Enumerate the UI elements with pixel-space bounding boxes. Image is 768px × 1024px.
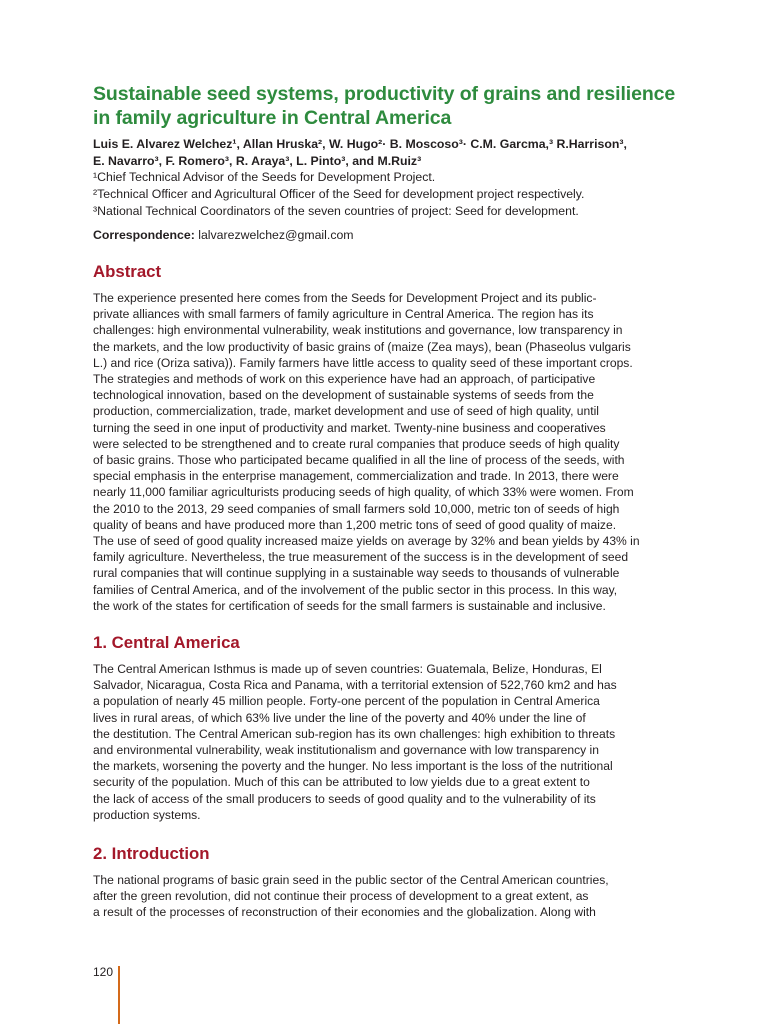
section-1-heading: 1. Central America — [93, 633, 240, 652]
abstract-line: The strategies and methods of work on this experience have had an approach, of participative — [93, 372, 596, 387]
section-1-line: the markets, worsening the poverty and the hunger. No less important is the loss of the nutritional — [93, 759, 613, 774]
abstract-line: The experience presented here comes from the Seeds for Development Project and its public- — [93, 291, 597, 305]
abstract-line: nearly 11,000 familiar agriculturists producing seeds of high quality, of which 33% were women. From — [93, 485, 634, 500]
page-number: 120 — [93, 965, 114, 979]
affiliations — [93, 169, 678, 220]
section-2-heading: 2. Introduction — [93, 844, 210, 863]
section-1-line: lives in rural areas, of which 63% live under the line of the poverty and 40% under the line of — [93, 710, 586, 725]
section-1-line: The Central American Isthmus is made up of seven countries: Guatemala, Belize, Honduras, El — [93, 662, 602, 676]
abstract-line: were selected to be strengthened and to create rural companies that produce seeds of high quality — [93, 436, 620, 451]
paper-title: Sustainable seed systems, productivity of grains and resilience in family agriculture in Central America — [93, 83, 676, 129]
author-list — [93, 136, 678, 169]
affiliation-3: ³National Technical Coordinators of the seven countries of project: Seed for development. — [93, 204, 579, 218]
abstract-line: The use of seed of good quality increased maize yields on average by 32% and bean yields by 43% in — [93, 534, 640, 549]
abstract-line: technological innovation, based on the development of sustainable systems of seeds from the — [93, 388, 594, 403]
abstract-line: turning the seed in one input of productivity and market. Twenty-nine business and cooperatives — [93, 420, 606, 435]
paper-header — [93, 82, 678, 244]
affiliation-1: ¹Chief Technical Advisor of the Seeds for Development Project. — [93, 170, 436, 184]
section-1-line: a population of nearly 45 million people. Forty-one percent of the population in Central America — [93, 694, 600, 709]
abstract-section — [93, 262, 678, 614]
abstract-line: the markets, and the low productivity of basic grains of (maize (Zea mays), bean (Phaseolus vulgaris — [93, 339, 631, 354]
section-1-body — [93, 661, 678, 823]
abstract-line: family agriculture. Nevertheless, the true measurement of the success is in the development of seed — [93, 550, 629, 565]
affiliation-2: ²Technical Officer and Agricultural Officer of the Seed for development project respectively. — [93, 187, 585, 201]
section-1-line: and environmental vulnerability, weak institutionalism and governance with low transparency in — [93, 743, 599, 758]
abstract-line: the work of the states for certification of seeds for the small farmers is sustainable and inclusive. — [93, 598, 606, 613]
abstract-line: L.) and rice (Oriza sativa)). Family farmers have little access to quality seed of these important crops. — [93, 355, 633, 370]
section-1-line: the destitution. The Central American sub-region has its own challenges: high exhibition to threats — [93, 726, 616, 741]
abstract-body — [93, 290, 678, 614]
section-1-line: production systems. — [93, 807, 201, 822]
section-2-line: a result of the processes of reconstruction of their economies and the globalization. Along with — [93, 905, 596, 920]
section-1-line: security of the population. Much of this can be attributed to low yields due to a great extent to — [93, 775, 590, 790]
abstract-line: rural companies that will continue supplying in a sustainable way seeds to thousands of vulnerable — [93, 566, 620, 581]
section-1-line: the lack of access of the small producers to seeds of good quality and to the vulnerability of its — [93, 791, 596, 806]
section-2-body — [93, 872, 678, 921]
section-2-line: after the green revolution, did not continue their process of development to a great extent, as — [93, 889, 589, 904]
abstract-line: challenges: high environmental vulnerability, weak institutions and governance, low transparency in — [93, 323, 623, 338]
abstract-line: special emphasis in the enterprise management, commercialization and trade. In 2013, there were — [93, 469, 619, 484]
abstract-line: private alliances with small farmers of family agriculture in Central America. The region has its — [93, 307, 594, 322]
central-america-section — [93, 633, 678, 823]
correspondence-label: Correspondence: — [93, 228, 195, 242]
author-line-2: E. Navarro³, F. Romero³, R. Araya³, L. Pinto³, and M.Ruiz³ — [93, 153, 422, 168]
introduction-section — [93, 844, 678, 921]
author-line-1: Luis E. Alvarez Welchez¹, Allan Hruska², W. Hugo²· B. Moscoso³· C.M. Garcma,³ R.Harrison³, — [93, 137, 627, 151]
abstract-line: production, commercialization, trade, market development and use of seed of high quality, until — [93, 404, 599, 419]
correspondence-email[interactable]: lalvarezwelchez@gmail.com — [198, 228, 354, 242]
abstract-line: families of Central America, and of the involvement of the public sector in this process. In this way, — [93, 582, 618, 597]
abstract-line: the 2010 to the 2013, 29 seed companies of small farmers sold 10,000, metric ton of seeds of high — [93, 501, 620, 516]
section-2-line: The national programs of basic grain seed in the public sector of the Central American countries, — [93, 873, 609, 887]
footer-divider — [118, 966, 120, 1024]
correspondence — [93, 227, 678, 244]
abstract-line: quality of beans and have produced more than 1,200 metric tons of seed of good quality of maize. — [93, 517, 617, 532]
abstract-heading: Abstract — [93, 262, 162, 281]
section-1-line: Salvador, Nicaragua, Costa Rica and Panama, with a territorial extension of 522,760 km2 and has — [93, 678, 617, 693]
abstract-line: of basic grains. Those who participated became qualified in all the line of process of the seeds, with — [93, 453, 625, 468]
